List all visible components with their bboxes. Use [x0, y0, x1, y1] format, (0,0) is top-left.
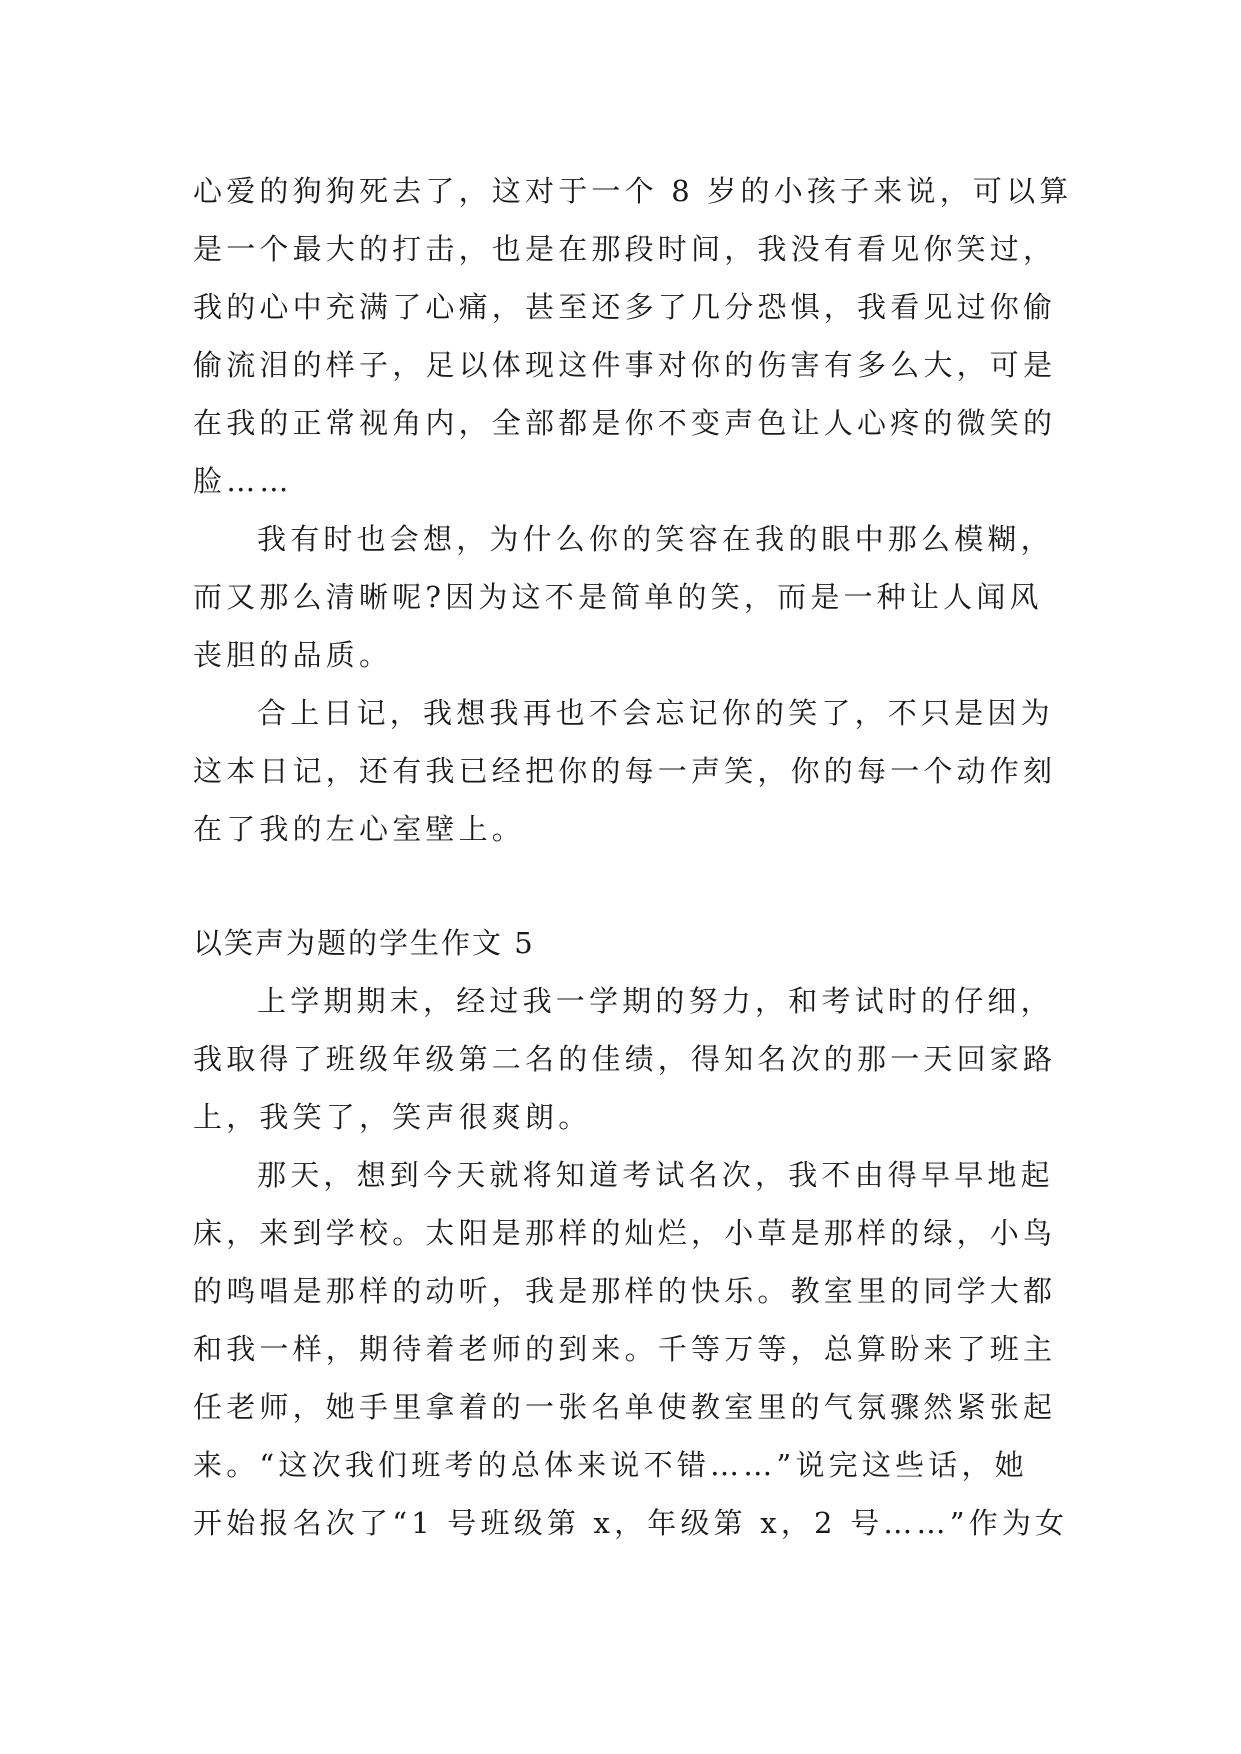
paragraph-line: 那天，想到今天就将知道考试名次，我不由得早早地起 [257, 1158, 1054, 1192]
paragraph-line: 是一个最大的打击，也是在那段时间，我没有看见你笑过， [193, 232, 1057, 266]
paragraph-line: 床，来到学校。太阳是那样的灿烂，小草是那样的绿，小鸟 [193, 1216, 1057, 1250]
paragraph-line: 偷流泪的样子，足以体现这件事对你的伤害有多么大，可是 [193, 348, 1057, 382]
paragraph-line: 在我的正常视角内，全部都是你不变声色让人心疼的微笑的 [193, 406, 1057, 440]
paragraph-line: 而又那么清晰呢?因为这不是简单的笑，而是一种让人闻风 [193, 580, 1043, 614]
paragraph-line: 合上日记，我想我再也不会忘记你的笑了，不只是因为 [257, 696, 1054, 730]
paragraph-line: 心爱的狗狗死去了，这对于一个 8 岁的小孩子来说，可以算 [193, 174, 1073, 208]
paragraph-line: 丧胆的品质。 [193, 638, 393, 672]
paragraph-line: 这本日记，还有我已经把你的每一声笑，你的每一个动作刻 [193, 754, 1057, 788]
paragraph-line: 任老师，她手里拿着的一张名单使教室里的气氛骤然紧张起 [193, 1390, 1057, 1424]
paragraph-line: 在了我的左心室壁上。 [193, 812, 526, 846]
paragraph-line: 的鸣唱是那样的动听，我是那样的快乐。教室里的同学大都 [193, 1274, 1057, 1308]
paragraph-line: 我的心中充满了心痛，甚至还多了几分恐惧，我看见过你偷 [193, 290, 1057, 324]
paragraph-line: 和我一样，期待着老师的到来。千等万等，总算盼来了班主 [193, 1332, 1057, 1366]
paragraph-line: 来。“这次我们班考的总体来说不错……”说完这些话，她 [193, 1448, 1028, 1482]
paragraph-line: 我取得了班级年级第二名的佳绩，得知名次的那一天回家路 [193, 1042, 1057, 1076]
paragraph-line: 上学期期末，经过我一学期的努力，和考试时的仔细， [257, 984, 1054, 1018]
paragraph-line: 脸…… [193, 464, 293, 498]
paragraph-line: 上，我笑了，笑声很爽朗。 [193, 1100, 592, 1134]
paragraph-line: 我有时也会想，为什么你的笑容在我的眼中那么模糊， [257, 522, 1054, 556]
section-heading: 以笑声为题的学生作文 5 [193, 926, 535, 960]
paragraph-line: 开始报名次了“1 号班级第 x，年级第 x，2 号……”作为女 [193, 1506, 1069, 1540]
